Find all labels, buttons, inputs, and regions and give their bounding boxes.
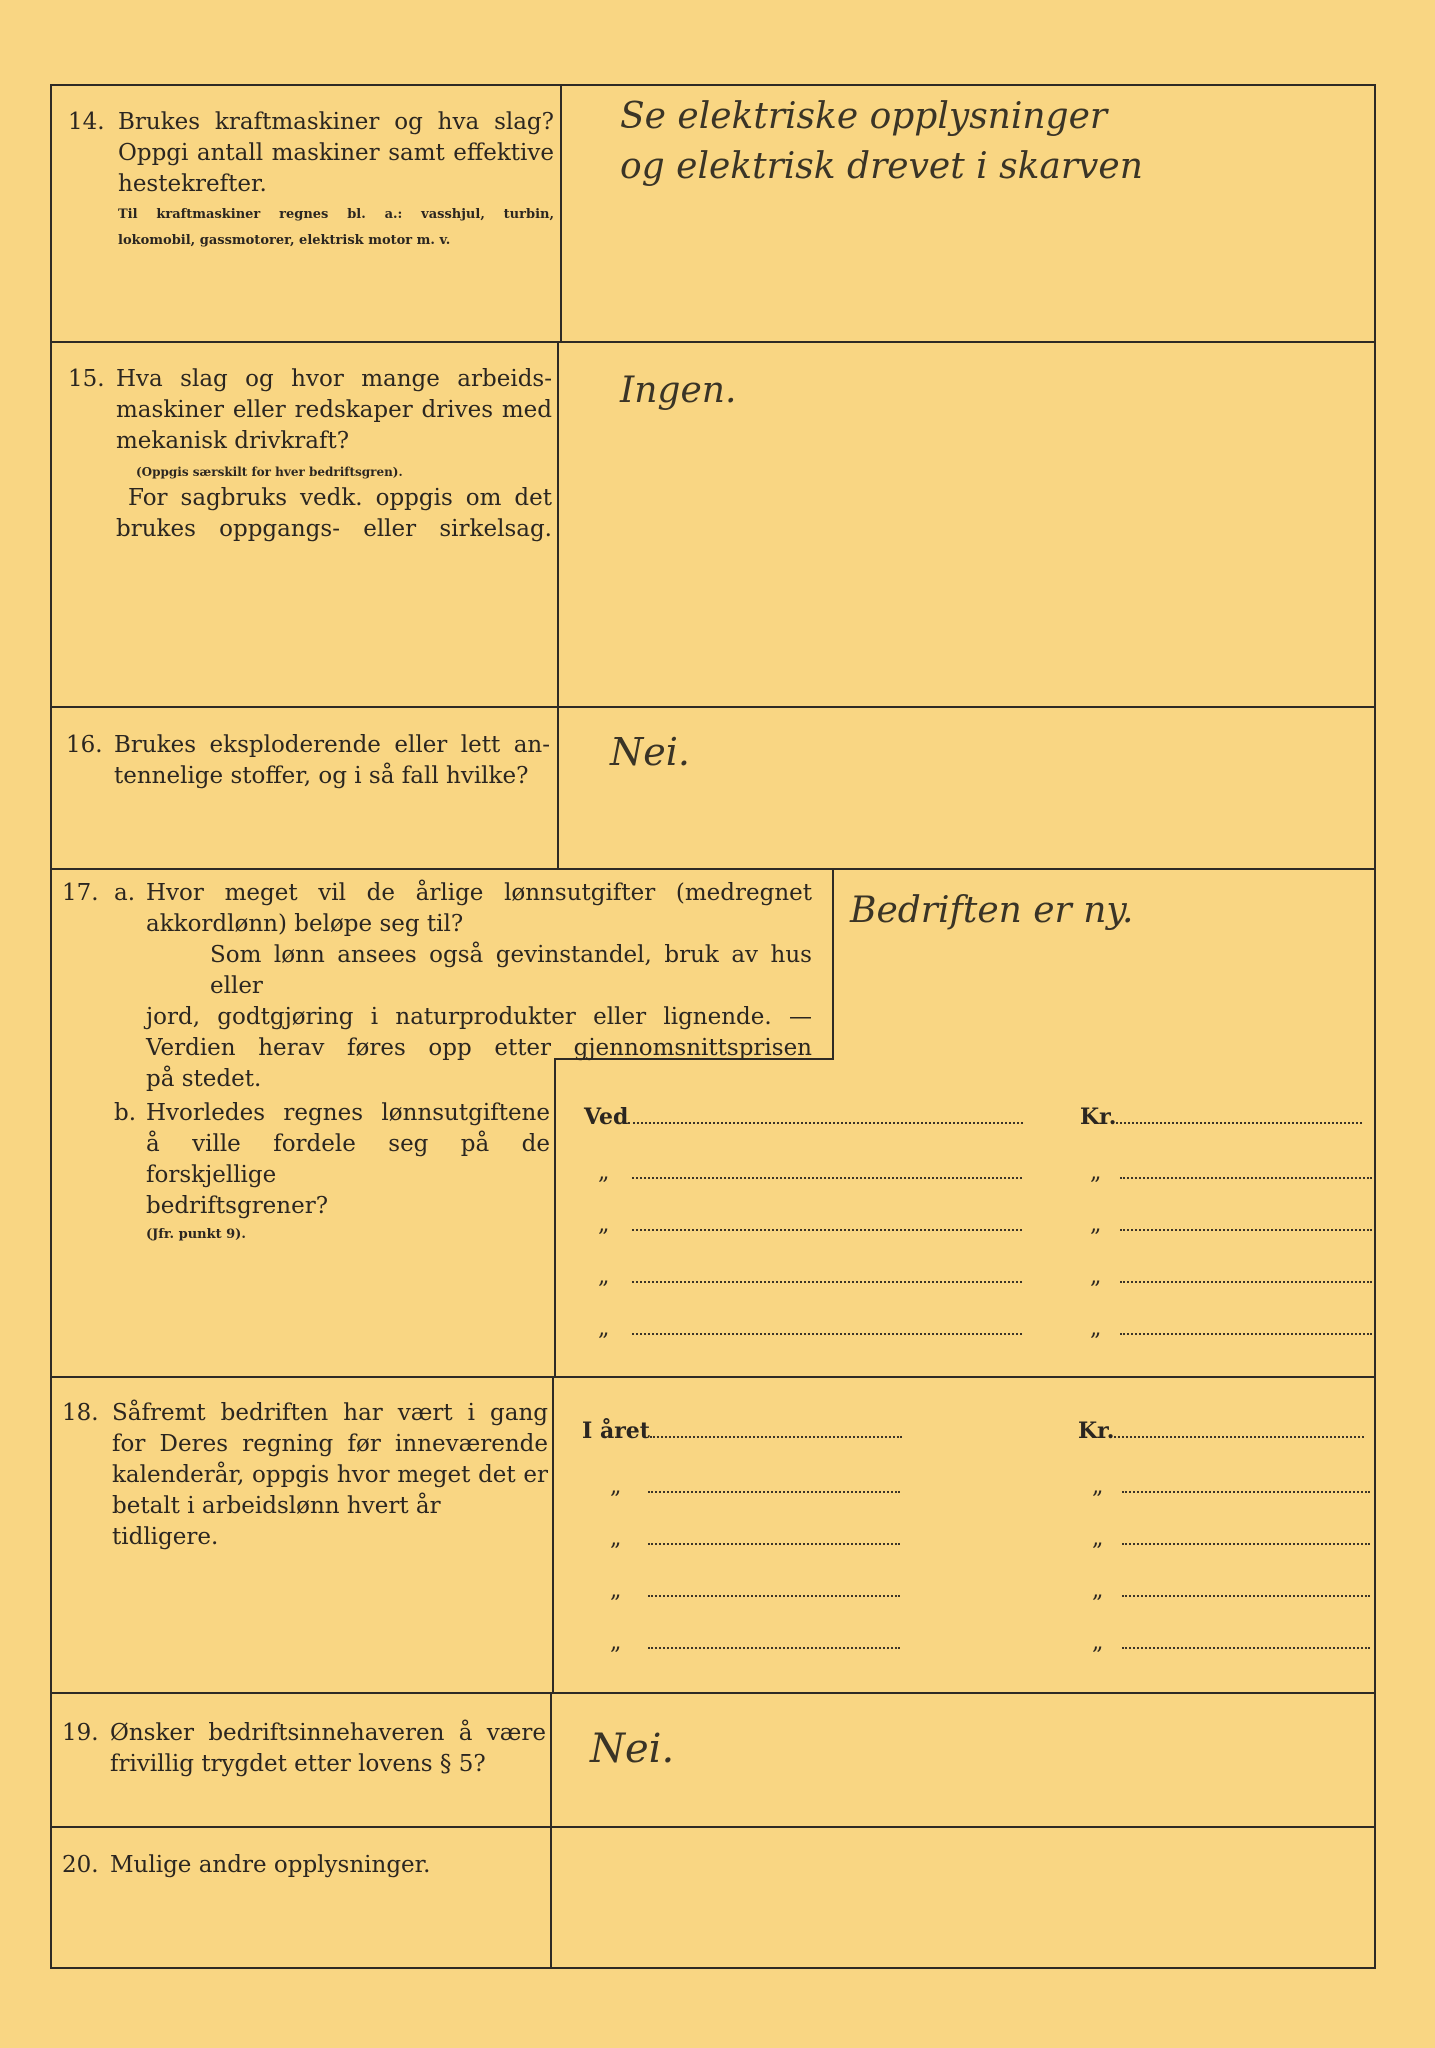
question-line: akkordlønn) beløpe seg til? <box>146 911 464 937</box>
answer-19: Nei. <box>590 1726 675 1772</box>
answer-15: Ingen. <box>620 370 737 411</box>
divider-14-15 <box>50 341 1376 343</box>
question-line: på stedet. <box>146 1066 262 1092</box>
question-note: lokomobil, gassmotorer, elektrisk motor m. v. <box>118 233 451 248</box>
entry-field[interactable] <box>1122 1543 1370 1545</box>
question-line: Mulige andre opplysninger. <box>110 1852 431 1878</box>
question-line: Hvor meget vil de årlige lønnsutgifter (medregnet <box>146 880 812 906</box>
ditto-mark: „ <box>1090 1264 1102 1289</box>
answer-16: Nei. <box>610 730 690 774</box>
ditto-mark: „ <box>1092 1578 1104 1603</box>
entry-field[interactable] <box>1122 1595 1370 1597</box>
ditto-mark: „ <box>598 1212 610 1237</box>
entry-field[interactable] <box>648 1543 900 1545</box>
question-number: 19. <box>62 1720 99 1746</box>
ledger-row <box>598 1160 1022 1185</box>
ledger-row <box>1092 1474 1370 1499</box>
question-line: Hvorledes regnes lønnsutgiftene <box>146 1100 550 1126</box>
col-divider-17a <box>832 868 834 1058</box>
entry-field[interactable] <box>1122 1491 1370 1493</box>
question-20 <box>62 1850 546 1881</box>
question-line: frivillig trygdet etter lovens § 5? <box>110 1751 486 1777</box>
question-note: (Oppgis særskilt for hver bedriftsgren). <box>136 465 403 479</box>
question-17a <box>62 878 812 1095</box>
question-line: mekanisk drivkraft? <box>116 428 350 454</box>
ved-label: Ved <box>584 1104 629 1130</box>
question-line: Hva slag og hvor mange arbeids- <box>116 366 552 392</box>
question-line: tennelige stoffer, og i så fall hvilke? <box>114 763 529 789</box>
ditto-mark: „ <box>1090 1160 1102 1185</box>
ledger-row <box>1090 1160 1372 1185</box>
ditto-mark: „ <box>1090 1212 1102 1237</box>
divider-19-20 <box>50 1826 1376 1828</box>
entry-field[interactable] <box>1116 1122 1362 1124</box>
entry-field[interactable] <box>1114 1436 1364 1438</box>
ledger-row <box>1090 1316 1372 1341</box>
sub-label: b. <box>114 1100 137 1126</box>
handwritten-line: Se elektriske opplysninger <box>620 96 1108 137</box>
kr-label: Kr. <box>1080 1104 1117 1130</box>
ledger-row <box>1080 1104 1362 1130</box>
question-18 <box>62 1398 548 1553</box>
question-17b <box>114 1098 550 1246</box>
ledger-row <box>1090 1264 1372 1289</box>
ledger-row <box>610 1630 900 1655</box>
question-line: Brukes kraftmaskiner og hva slag? <box>118 109 554 135</box>
ditto-mark: „ <box>1090 1316 1102 1341</box>
year-label: I året <box>582 1418 650 1444</box>
question-note: Til kraftmaskiner regnes bl. a.: vasshjul, turbin, <box>118 207 554 222</box>
entry-field[interactable] <box>632 1177 1022 1179</box>
ledger-row <box>610 1474 900 1499</box>
question-line: jord, godtgjøring i naturprodukter eller lignende. — <box>146 1004 812 1030</box>
ditto-mark: „ <box>1092 1474 1104 1499</box>
entry-field[interactable] <box>632 1281 1022 1283</box>
divider-16-17 <box>50 868 1376 870</box>
entry-field[interactable] <box>1120 1333 1372 1335</box>
question-number: 15. <box>68 366 105 392</box>
entry-field[interactable] <box>628 1122 1023 1124</box>
kr-label: Kr. <box>1078 1418 1115 1444</box>
question-line: bedriftsgrener? <box>146 1193 329 1219</box>
question-line: Brukes eksploderende eller lett an- <box>114 732 550 758</box>
question-line: Oppgi antall maskiner samt effektive <box>118 140 554 166</box>
ledger-row <box>610 1578 900 1603</box>
ditto-mark: „ <box>1092 1526 1104 1551</box>
ledger-row <box>598 1316 1022 1341</box>
entry-field[interactable] <box>1122 1647 1370 1649</box>
ledger-row <box>1078 1418 1364 1444</box>
entry-field[interactable] <box>648 1595 900 1597</box>
col-divider-19-20 <box>550 1692 552 1969</box>
ledger-row <box>1092 1578 1370 1603</box>
ledger-row <box>1092 1630 1370 1655</box>
ledger-row <box>598 1212 1022 1237</box>
question-number: 16. <box>66 732 103 758</box>
entry-field[interactable] <box>1120 1281 1372 1283</box>
question-line: maskiner eller redskaper drives med <box>116 397 552 423</box>
ledger-row <box>598 1264 1022 1289</box>
sub-label: a. <box>114 880 136 906</box>
ledger-row <box>610 1526 900 1551</box>
question-16 <box>66 730 550 792</box>
question-line: betalt i arbeidslønn hvert år tidligere. <box>112 1493 441 1550</box>
handwritten-line: og elektrisk drevet i skarven <box>620 146 1143 187</box>
question-number: 14. <box>68 109 105 135</box>
question-line: Verdien herav føres opp etter gjennomsnittsprisen <box>146 1035 812 1061</box>
answer-14 <box>620 92 1143 192</box>
question-line: for Deres regning før inneværende <box>112 1431 548 1457</box>
question-line: kalenderår, oppgis hvor meget det er <box>112 1462 548 1488</box>
ditto-mark: „ <box>610 1630 622 1655</box>
col-divider-17b <box>554 1058 556 1376</box>
question-line: å ville fordele seg på de forskjellige <box>146 1131 550 1188</box>
entry-field[interactable] <box>1120 1229 1372 1231</box>
entry-field[interactable] <box>632 1333 1022 1335</box>
col-divider-14 <box>560 84 562 341</box>
entry-field[interactable] <box>650 1436 902 1438</box>
top-border <box>50 84 1376 86</box>
question-line: Som lønn ansees også gevinstandel, bruk av hus eller <box>210 942 812 999</box>
entry-field[interactable] <box>632 1229 1022 1231</box>
question-14 <box>68 107 554 252</box>
ledger-row <box>582 1418 902 1444</box>
question-number: 18. <box>62 1400 99 1426</box>
answer-17a: Bedriften er ny. <box>850 890 1134 931</box>
ditto-mark: „ <box>598 1160 610 1185</box>
ditto-mark: „ <box>610 1526 622 1551</box>
question-number: 20. <box>62 1852 99 1878</box>
ledger-row <box>1092 1526 1370 1551</box>
question-line: hestekrefter. <box>118 171 267 197</box>
divider-18-19 <box>50 1692 1376 1694</box>
question-number: 17. <box>62 880 99 906</box>
question-line: brukes oppgangs- eller sirkelsag. <box>116 516 552 542</box>
question-15 <box>68 364 552 545</box>
divider-17-18 <box>50 1376 1376 1378</box>
ditto-mark: „ <box>610 1578 622 1603</box>
question-19 <box>62 1718 546 1780</box>
ditto-mark: „ <box>598 1264 610 1289</box>
entry-field[interactable] <box>648 1647 900 1649</box>
question-note: (Jfr. punkt 9). <box>146 1227 246 1242</box>
divider-15-16 <box>50 706 1376 708</box>
col-divider-18 <box>552 1376 554 1692</box>
ditto-mark: „ <box>610 1474 622 1499</box>
col-divider-15-16 <box>557 341 559 868</box>
question-line: For sagbruks vedk. oppgis om det <box>128 485 552 511</box>
question-line: Ønsker bedriftsinnehaveren å være <box>110 1720 546 1746</box>
ledger-row <box>584 1104 1023 1130</box>
ditto-mark: „ <box>598 1316 610 1341</box>
ditto-mark: „ <box>1092 1630 1104 1655</box>
ledger-row <box>1090 1212 1372 1237</box>
entry-field[interactable] <box>1120 1177 1372 1179</box>
question-line: Såfremt bedriften har vært i gang <box>112 1400 548 1426</box>
entry-field[interactable] <box>648 1491 900 1493</box>
